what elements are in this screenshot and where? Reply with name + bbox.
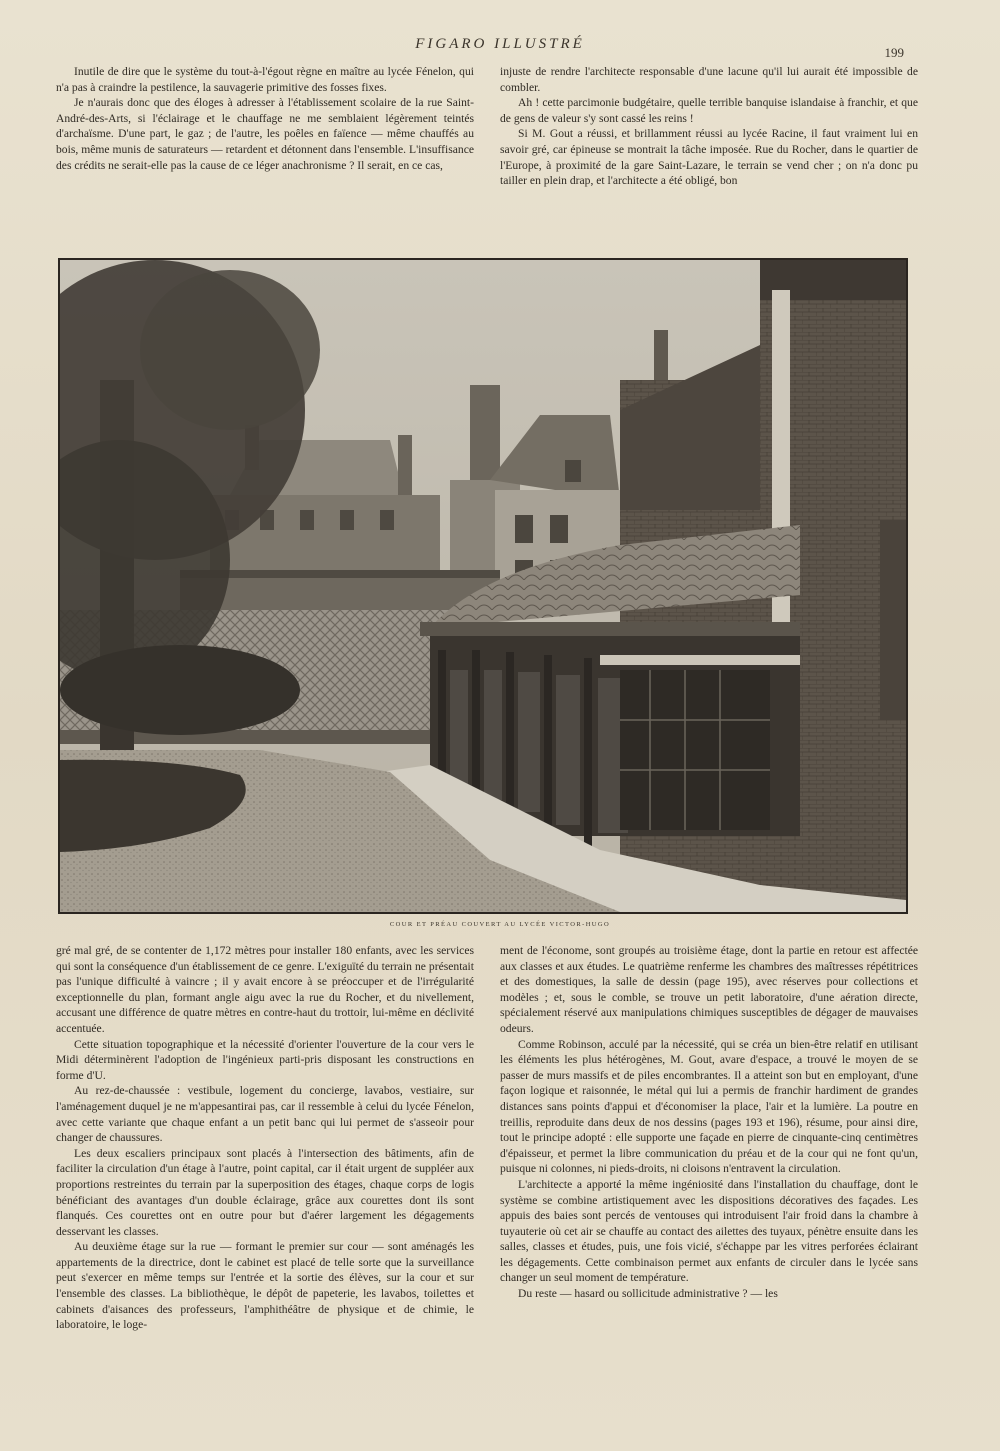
paragraph: ment de l'économe, sont groupés au troisième étage, dont la partie en retour est affectée aux classes et aux études. Le quatrième renferme les chambres des maîtresses répétitrices et des domestiques, la salle de dessin (page 195), avec réserves pour collections et modèles ; et, sous le comble, se trouve un petit laboratoire, d'une aération directe, spécialement réservé aux manipulations chimiques susceptibles de dégager de mauvaises odeurs.	[500, 944, 918, 1035]
text-column-bottom-left	[56, 943, 474, 1441]
paragraph: Au deuxième étage sur la rue — formant le premier sur cour — sont aménagés les appartements de la directrice, dont le cabinet est placé de telle sorte que la surveillance peut s'exercer en même temps sur l'entrée et la sortie des élèves, sur la cour et sur l'ensemble des classes. La bibliothèque, le dépôt de papeterie, les lavabos, toilettes et cabinets d'aisances des professeurs, l'amphithéâtre de physique et de chimie, le laboratoire, le loge-	[56, 1240, 474, 1332]
paragraph: gré mal gré, de se contenter de 1,172 mètres pour installer 180 enfants, avec les services qui sont la conséquence d'un établissement de ce genre. L'exiguïté du terrain ne présentait pas l'unique difficulté à vaincre ; il y avait encore à se préoccuper et de l'irrégularité exceptionnelle du plan, formant angle aigu avec la rue du Rocher, et du nivellement, accusant une différence de quatre mètres en contre-haut du trottoir, lui-même en déclivité accentuée.	[56, 944, 474, 1035]
paragraph: Ah ! cette parcimonie budgétaire, quelle terrible banquise islandaise à franchir, et que de gens de valeur s'y sont cassé les reins !	[500, 96, 918, 125]
paragraph: Du reste — hasard ou sollicitude administrative ? — les	[518, 1287, 778, 1301]
text-column-bottom-right	[500, 943, 918, 1441]
photo-caption: COUR ET PRÉAU COUVERT AU LYCÉE VICTOR-HUGO	[389, 921, 611, 928]
paragraph: L'architecte a apporté la même ingéniosité dans l'installation du chauffage, dont le système se combine artistiquement avec les dispositions décoratives des façades. Les appuis des baies sont percés de ventouses qui introduisent l'air froid dans la chambre à tuyauterie où cet air se chauffe au contact des ailettes des tuyaux, pénètre ensuite dans les salles, classes et études, puis, une fois vicié, s'échappe par les vitres perforées éclairant les dégagements. Cette combinaison permet aux enfants de circuler dans le lycée sans changer un seul moment de température.	[500, 1177, 918, 1285]
page-number: 199	[884, 45, 904, 60]
paragraph: Cette situation topographique et la nécessité d'orienter l'ouverture de la cour vers le Midi déterminèrent l'adoption de l'ingénieux parti-pris disposant les constructions en forme d'U.	[56, 1037, 474, 1082]
courtyard-photograph	[58, 258, 908, 914]
paragraph: Si M. Gout a réussi, et brillamment réussi au lycée Racine, il faut vraiment lui en savoir gré, car épineuse se montrait la tâche imposée. Rue du Rocher, dans le quartier de l'Europe, à proximité de la gare Saint-Lazare, le terrain se vend cher ; on n'a donc pu tailler en plein drap, et l'architecte a été obligé, bon	[500, 127, 918, 188]
paragraph: injuste de rendre l'architecte responsable d'une lacune qu'il lui aurait été impossible de combler.	[500, 65, 918, 94]
text-column-top-right	[500, 64, 918, 239]
paragraph: Au rez-de-chaussée : vestibule, logement du concierge, lavabos, vestiaire, sur l'aménagement duquel je ne m'appesantirai pas, car il ressemble à celui du lycée Fénelon, avec cette variante que chaque enfant a un petit banc qui lui permet de s'asseoir pour changer de chaussures.	[56, 1084, 474, 1145]
paragraph: Comme Robinson, acculé par la nécessité, qui se créa un bien-être relatif en utilisant les éléments les plus hétérogènes, M. Gout, avare d'espace, a trouvé le moyen de se passer de murs massifs et de piles encombrantes. Il a atteint son but en employant, d'une façon logique et raisonnée, le métal qui lui a permis de franchir hardiment de grandes distances sans points d'appui et d'économiser la place, l'air et la lumière. La poutre en treillis, reproduite dans deux de nos dessins (pages 193 et 196), résume, pour ainsi dire, tout le principe adopté : elle supporte une façade en pierre de cinquante-cinq centimètres d'épaisseur, et permet la libre communication du préau et de la cour qui ne font qu'un, puisque ni colonnes, ni pieds-droits, ni cloisons n'entravent la circulation.	[500, 1037, 918, 1176]
paragraph: Je n'aurais donc que des éloges à adresser à l'établissement scolaire de la rue Saint-André-des-Arts, si l'éclairage et le chauffage ne me semblaient légèrement teintés d'archaïsme. D'une part, le gaz ; de l'autre, les poêles en faïence — même chauffés au bois, même munis de saturateurs — retardent et détonnent dans l'ensemble. L'insuffisance des crédits ne serait-elle pas la cause de ce léger anachronisme ? Il serait, en ce cas,	[56, 96, 474, 172]
text-column-top-left	[56, 64, 474, 239]
paragraph: Inutile de dire que le système du tout-à-l'égout règne en maître au lycée Fénelon, qui n'a pas à craindre la pestilence, la sauvagerie primitive des fosses fixes.	[56, 65, 474, 94]
running-title: FIGARO ILLUSTRÉ	[415, 36, 585, 52]
paragraph: Les deux escaliers principaux sont placés à l'intersection des bâtiments, afin de faciliter la circulation d'un étage à l'autre, point capital, car il était urgent de suppléer aux proportions restreintes du terrain par la superposition des étages, chaque corps de logis bénéficiant des avantages d'un double éclairage, grâce aux courettes dont ils sont flanqués. Ces courettes ont en outre pour but d'aérer largement les dégagements desservant les classes.	[56, 1146, 474, 1238]
